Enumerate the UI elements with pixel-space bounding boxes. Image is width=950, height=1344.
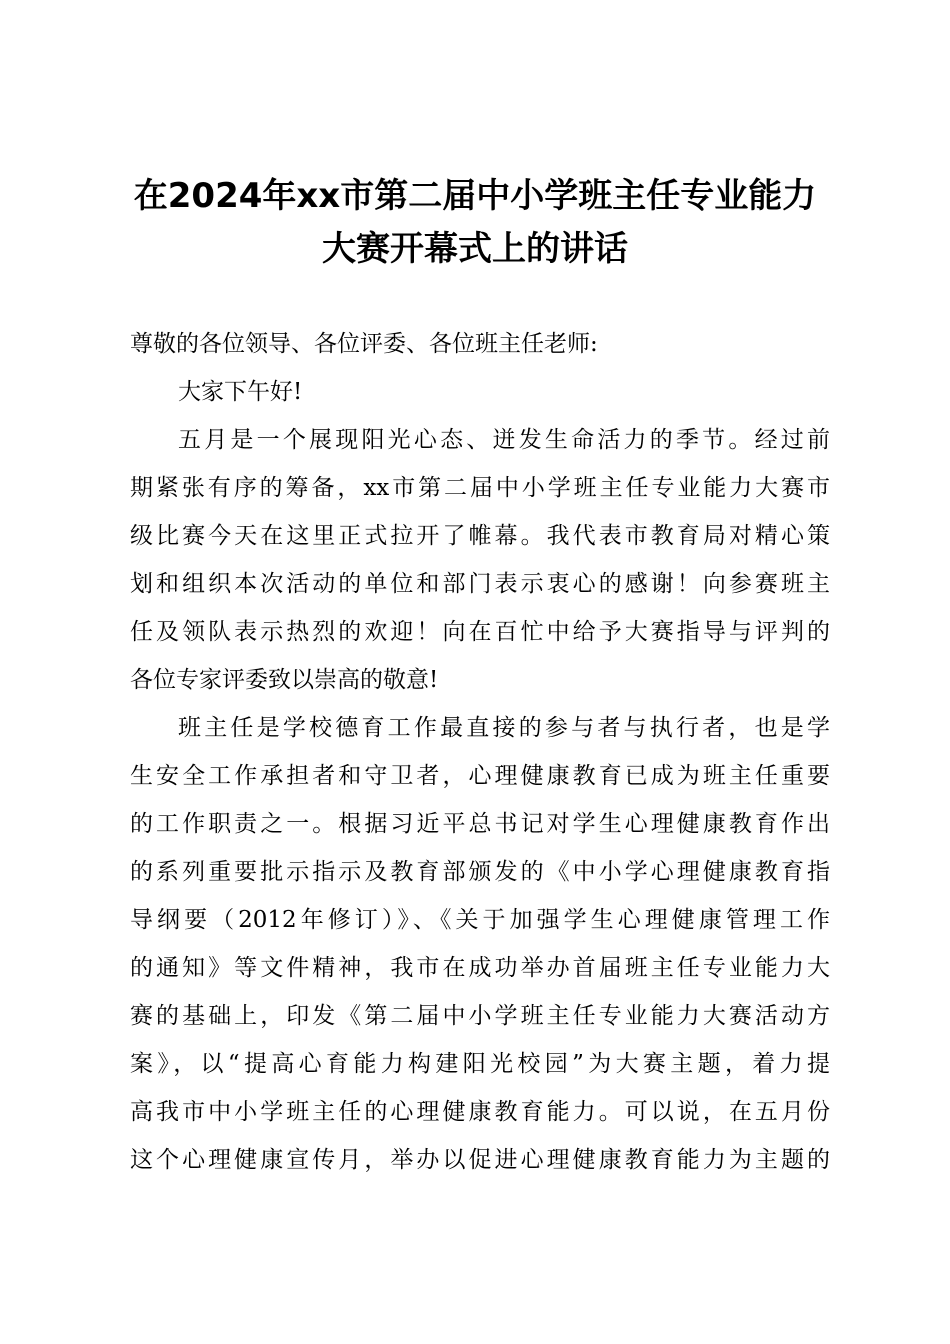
greeting: 大家下午好! [178, 379, 303, 405]
paragraph-line: 的工作职责之一。根据习近平总书记对学生心理健康教育作出 [130, 811, 830, 837]
salutation: 尊敬的各位领导、各位评委、各位班主任老师: [130, 331, 598, 357]
paragraph-1 [130, 416, 830, 704]
paragraph-line: 班主任是学校德育工作最直接的参与者与执行者，也是学 [178, 715, 830, 741]
paragraph-line: 的通知》等文件精神，我市在成功举办首届班主任专业能力大 [130, 955, 830, 981]
title-line-1: 在2024年xx市第二届中小学班主任专业能力 [133, 176, 817, 216]
paragraph-line: 级比赛今天在这里正式拉开了帷幕。我代表市教育局对精心策 [130, 523, 830, 549]
paragraph-line: 的系列重要批示指示及教育部颁发的《中小学心理健康教育指 [130, 859, 830, 885]
paragraph-line: 高我市中小学班主任的心理健康教育能力。可以说，在五月份 [130, 1099, 830, 1125]
paragraph-line: 任及领队表示热烈的欢迎！向在百忙中给予大赛指导与评判的 [130, 619, 830, 645]
paragraph-line: 导纲要（2012年修订）》、《关于加强学生心理健康管理工作 [130, 907, 830, 933]
paragraph-line: 划和组织本次活动的单位和部门表示衷心的感谢！向参赛班主 [130, 571, 830, 597]
paragraph-line: 生安全工作承担者和守卫者，心理健康教育已成为班主任重要 [130, 763, 830, 789]
paragraph-2 [130, 704, 830, 1184]
paragraph-line: 各位专家评委致以崇高的敬意! [130, 667, 439, 693]
paragraph-line: 期紧张有序的筹备，xx市第二届中小学班主任专业能力大赛市 [130, 475, 830, 501]
paragraph-line: 这个心理健康宣传月，举办以促进心理健康教育能力为主题的 [130, 1147, 830, 1173]
document-body [130, 320, 830, 1184]
paragraph-line: 五月是一个展现阳光心态、迸发生命活力的季节。经过前 [178, 427, 830, 453]
document-title [100, 170, 850, 276]
paragraph-line: 案》，以“提高心育能力构建阳光校园”为大赛主题，着力提 [130, 1051, 830, 1077]
title-line-2: 大赛开幕式上的讲话 [322, 229, 628, 269]
paragraph-line: 赛的基础上，印发《第二届中小学班主任专业能力大赛活动方 [130, 1003, 830, 1029]
